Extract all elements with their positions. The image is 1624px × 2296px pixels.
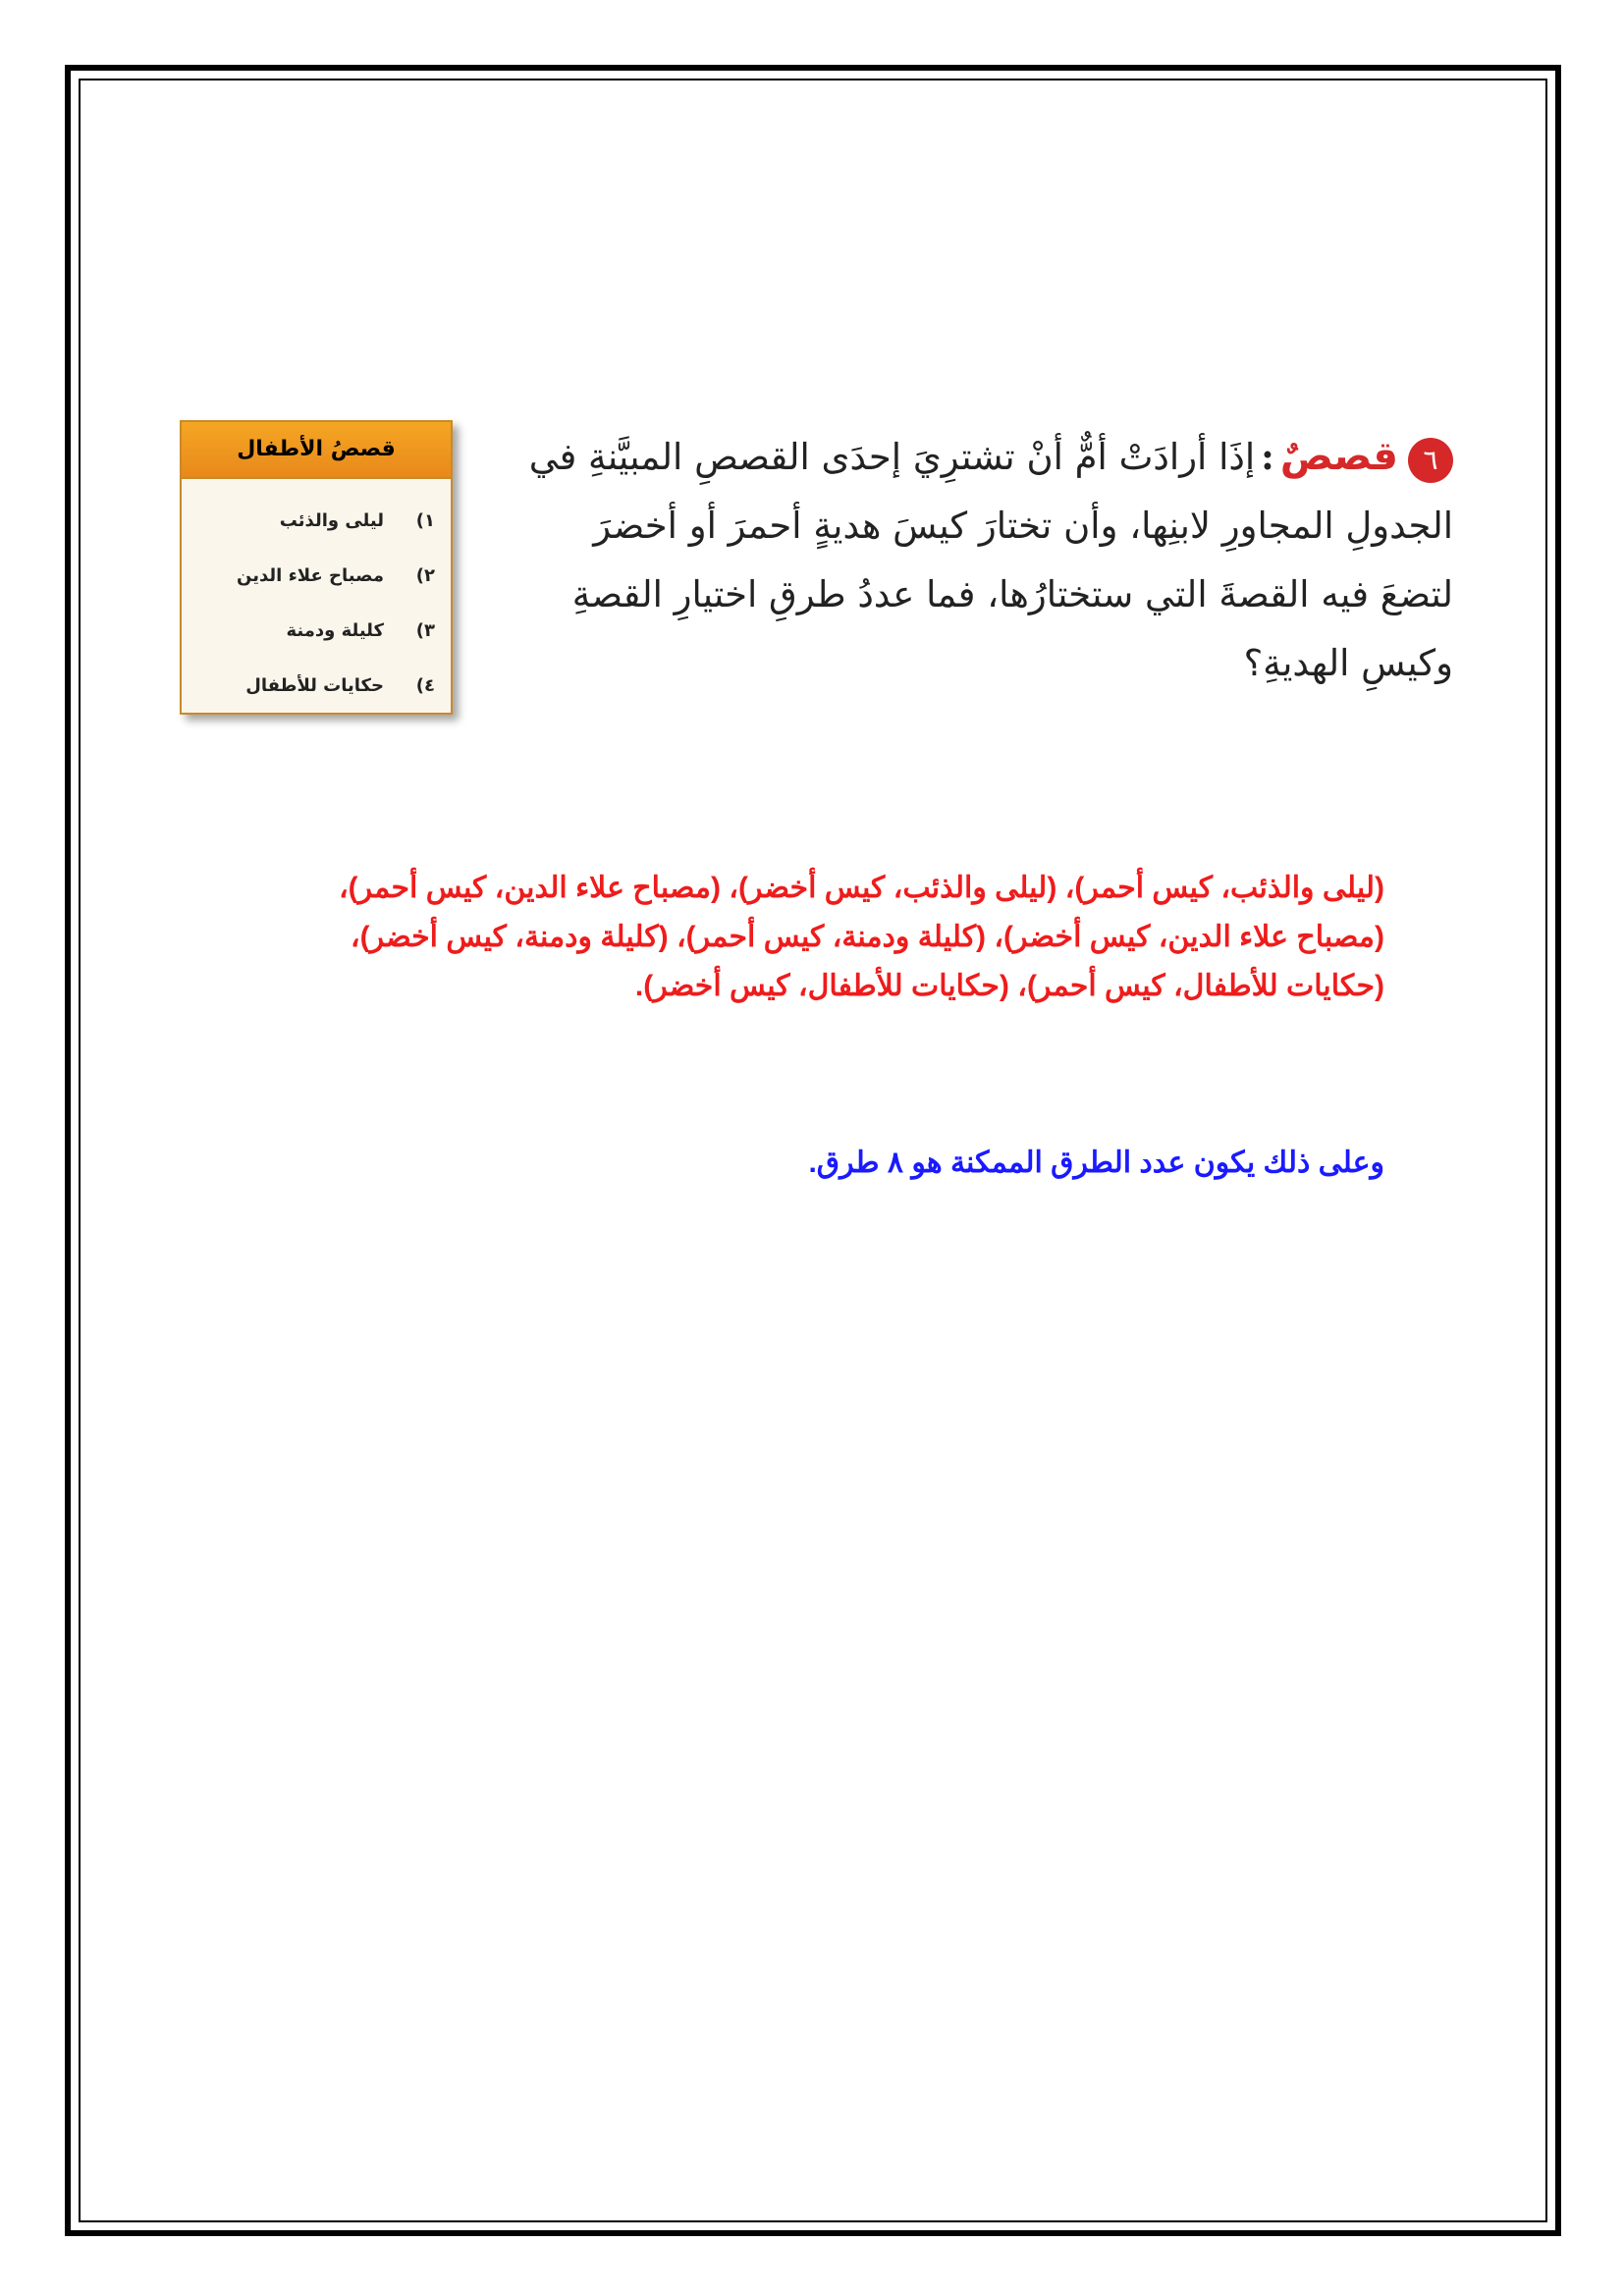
answer-text: (ليلى والذئب، كيس أحمر)، (ليلى والذئب، كيس أخضر)، (مصباح علاء الدين، كيس أحمر)، (مصباح علاء الدين، كيس أخضر)، (كليلة ودمنة، كيس أحمر)، (كليلة ودمنة، كيس أخضر)، (حكايات للأطفال، كيس أحمر)، (حكايات للأطفال، كيس أخضر).	[338, 872, 1384, 1002]
list-item	[197, 658, 435, 713]
list-item	[197, 493, 435, 548]
conclusion-text: وعلى ذلك يكون عدد الطرق الممكنة هو ٨ طرق.	[808, 1147, 1384, 1179]
stories-table	[180, 420, 453, 715]
list-item-number: ٢)	[415, 564, 435, 586]
question-block	[511, 422, 1453, 698]
list-item-number: ١)	[415, 509, 435, 531]
list-item-number: ٤)	[415, 674, 435, 696]
list-item	[197, 548, 435, 603]
stories-list	[182, 479, 451, 713]
list-item	[197, 603, 435, 658]
list-item-label: كليلة ودمنة	[286, 619, 384, 641]
list-item-label: حكايات للأطفال	[245, 674, 384, 696]
list-item-number: ٣)	[415, 619, 435, 641]
question-separator: :	[1261, 435, 1274, 478]
stories-table-title: قصصُ الأطفال	[182, 422, 451, 479]
list-item-label: ليلى والذئب	[279, 509, 384, 531]
question-keyword: قصصٌ	[1279, 434, 1398, 479]
list-item-label: مصباح علاء الدين	[237, 564, 384, 586]
question-text: إذَا أرادَتْ أمٌّ أنْ تشترِيَ إحدَى القصصِ المبيَّنةِ في الجدولِ المجاورِ لابنِها، وأن تختارَ كيسَ هديةٍ أحمرَ أو أخضرَ لتضعَ فيه القصةَ التي ستختارُها، فما عددُ طرقِ اختيارِ القصةِ وكيسِ الهديةِ؟	[528, 436, 1453, 684]
question-number-badge: ٦	[1408, 438, 1453, 483]
